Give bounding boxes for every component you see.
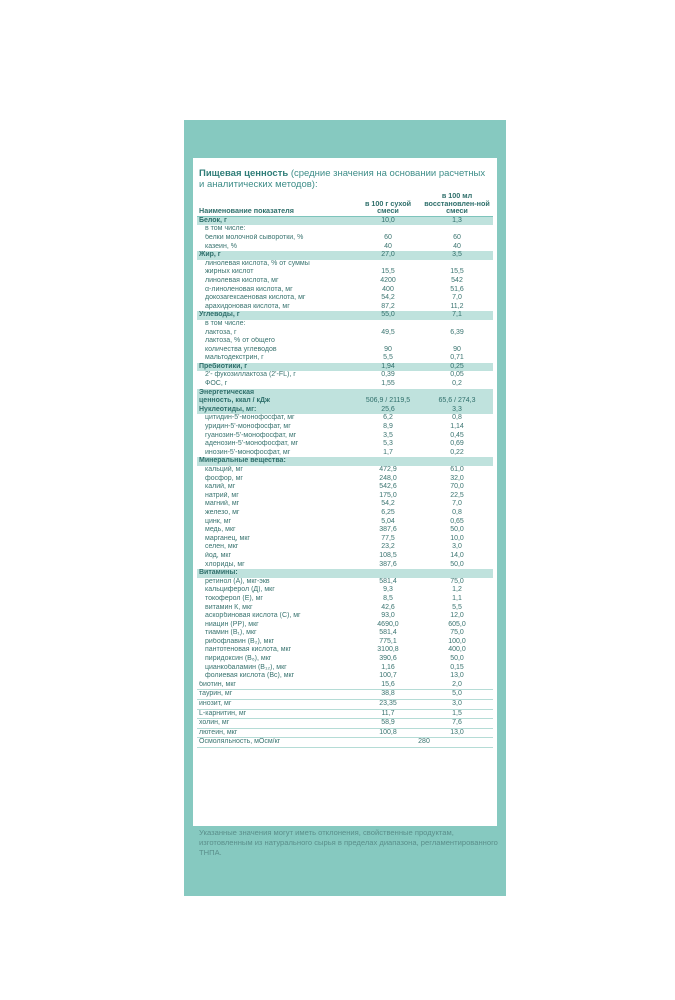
row-value-per-100ml: 50,0: [450, 526, 464, 534]
row-value-per-100g: 6,2: [383, 414, 393, 422]
row-value-per-100ml: [421, 457, 493, 466]
row-value-per-100g: 42,6: [381, 603, 395, 611]
row-value-per-100ml: [421, 260, 493, 269]
row-label: арахидоновая кислота, мг: [205, 302, 290, 310]
table-row: [197, 509, 493, 518]
row-value-per-100g: 542,6: [379, 483, 397, 491]
row-value-per-100ml: 1,3: [421, 216, 493, 225]
row-value-per-100ml: 51,6: [450, 285, 464, 293]
row-value-per-100g: 387,6: [379, 526, 397, 534]
row-value-per-100ml: 61,0: [450, 466, 464, 473]
row-value-per-100g: 6,25: [381, 508, 395, 516]
row-value-per-100g: 77,5: [381, 534, 395, 542]
row-value-per-100g: 5,3: [383, 440, 393, 448]
table-row: [197, 595, 493, 604]
row-value-per-100g: [355, 337, 421, 346]
row-label: магний, мг: [205, 500, 240, 508]
row-label: мальтодекстрин, г: [205, 354, 264, 362]
row-label: казеин, %: [205, 242, 237, 250]
nutrition-title-rest: (средние значения на основании расчетных и аналитических методов):: [199, 168, 486, 190]
row-label: лактоза, г: [205, 328, 237, 336]
row-label: марганец, мкг: [205, 534, 250, 542]
row-value-per-100g: 8,5: [383, 594, 393, 602]
row-value-per-100ml: 40: [453, 242, 461, 250]
row-value-per-100ml: 0,45: [450, 431, 464, 439]
row-value-per-100ml: 65,6 / 274,3: [421, 397, 493, 406]
table-row: [197, 346, 493, 355]
row-value-per-100ml: 7,1: [421, 311, 493, 320]
row-label: в том числе:: [205, 319, 246, 327]
row-value-per-100ml: 10,0: [450, 534, 464, 542]
row-label: Жир, г: [197, 251, 355, 260]
table-row: [197, 457, 493, 466]
row-label: Витамины:: [197, 569, 355, 578]
row-label: ФОС, г: [205, 380, 228, 388]
row-label: цитидин-5'-монофосфат, мг: [205, 414, 295, 422]
nutrition-table-body: [197, 216, 493, 747]
table-row: [197, 303, 493, 312]
row-label: Углеводы, г: [197, 311, 355, 320]
footnote: Указанные значения могут иметь отклонения, свойственные продуктам, изготовленным из натурального сырья в пределах диапазона, регламентированного ТНПА.: [199, 828, 498, 857]
row-value-per-100ml: 11,2: [450, 302, 464, 310]
row-value-per-100ml: 13,0: [421, 728, 493, 738]
row-value-per-100g: 38,8: [355, 690, 421, 700]
row-value-per-100ml: 7,6: [421, 719, 493, 729]
row-label: селен, мкг: [205, 543, 239, 551]
row-value-per-100g: 1,16: [381, 663, 395, 671]
row-label: цинк, мг: [205, 517, 232, 525]
table-row: [197, 709, 493, 719]
table-row: [197, 397, 493, 406]
row-value-per-100g: 1,7: [383, 448, 393, 456]
row-label: Белок, г: [197, 216, 355, 225]
row-value-per-100g: 90: [384, 345, 392, 353]
row-value-per-100g: 3,5: [383, 431, 393, 439]
row-value-per-100ml: 0,15: [450, 663, 464, 671]
table-row: [197, 268, 493, 277]
row-value-per-100g: 9,3: [383, 586, 393, 594]
table-row: [197, 277, 493, 286]
row-value-per-100ml: 0,65: [450, 517, 464, 525]
table-row: [197, 578, 493, 587]
row-value-per-100ml: 12,0: [450, 612, 464, 620]
row-label: Минеральные вещества:: [197, 457, 355, 466]
row-value-per-100g: 87,2: [381, 302, 395, 310]
row-value-per-100ml: 605,0: [448, 620, 466, 628]
row-value-per-100g: 108,5: [379, 551, 397, 559]
row-value-per-100g: 4200: [380, 276, 396, 284]
table-row: [197, 380, 493, 389]
table-row: [197, 664, 493, 673]
row-value-per-100ml: 0,2: [452, 380, 462, 388]
nutrition-label-panel: [193, 158, 497, 826]
row-value-per-100ml: 1,14: [450, 423, 464, 431]
row-value-per-100g: 3100,8: [377, 646, 399, 654]
table-row: [197, 389, 493, 398]
table-row: [197, 225, 493, 234]
table-row: [197, 672, 493, 681]
table-row: [197, 243, 493, 252]
row-label: ценность, ккал / кДж: [197, 397, 355, 406]
row-value-per-100g: 4690,0: [377, 620, 399, 628]
row-label: фолиевая кислота (Вс), мкг: [205, 672, 295, 680]
row-value-per-100ml: 1,2: [452, 586, 462, 594]
row-label: лактоза, % от общего: [205, 337, 275, 345]
row-value-per-100g: 93,0: [381, 612, 395, 620]
table-row: [197, 449, 493, 458]
row-value-per-100g: 248,0: [379, 474, 397, 482]
row-label: белки молочной сыворотки, %: [205, 233, 304, 241]
nutrition-table: [197, 191, 493, 748]
row-value-per-100g: [355, 389, 421, 398]
row-value-per-100ml: 7,0: [452, 294, 462, 302]
row-value-per-100g: [355, 569, 421, 578]
row-value-per-100g: 581,4: [379, 577, 397, 585]
row-label: калий, мг: [205, 483, 236, 491]
row-value-per-100ml: 15,5: [450, 268, 464, 276]
row-value-per-100g: 5,04: [381, 517, 395, 525]
row-value-per-100g: 1,55: [381, 380, 395, 388]
row-label: хлориды, мг: [205, 560, 245, 568]
table-row: [197, 216, 493, 225]
row-label: рибофлавин (В₂), мкг: [205, 637, 275, 645]
row-value-per-100ml: 100,0: [448, 637, 466, 645]
row-label: токоферол (Е), мг: [205, 594, 263, 602]
row-value-per-100g: 58,9: [355, 719, 421, 729]
row-value-per-100g: 506,9 / 2119,5: [355, 397, 421, 406]
row-label: 2'- фукозиллактоза (2'-FL), г: [205, 371, 296, 379]
row-label: количества углеводов: [205, 345, 277, 353]
row-value-per-100ml: 0,8: [452, 508, 462, 516]
row-value-per-100g: 54,2: [381, 500, 395, 508]
row-value-per-100ml: [421, 225, 493, 234]
row-value-per-100ml: 75,0: [450, 577, 464, 585]
row-label: аскорбиновая кислота (С), мг: [205, 612, 301, 620]
table-row: [197, 337, 493, 346]
row-label: Нуклеотиды, мг:: [197, 406, 355, 415]
row-value-per-100g: [355, 320, 421, 329]
row-label: линолевая кислота, мг: [205, 276, 279, 284]
table-row: [197, 371, 493, 380]
row-value-per-100ml: 70,0: [450, 483, 464, 491]
row-value-per-100ml: 22,5: [450, 491, 464, 499]
table-row: [197, 543, 493, 552]
table-row: [197, 329, 493, 338]
table-row: [197, 440, 493, 449]
header-per-100g: в 100 г сухой смеси: [355, 191, 421, 216]
row-value-per-100g: [355, 457, 421, 466]
row-label: пиридоксин (В₆), мкг: [205, 655, 272, 663]
row-value-per-100ml: 3,5: [421, 251, 493, 260]
row-value-per-100ml: 0,22: [450, 448, 464, 456]
row-label: гуанозин-5'-монофосфат, мг: [205, 431, 297, 439]
row-value-per-100ml: 6,39: [450, 328, 464, 336]
table-row: [197, 234, 493, 243]
row-label: медь, мкг: [205, 526, 236, 534]
row-value-per-100ml: 7,0: [452, 500, 462, 508]
row-value-per-100ml: 2,0: [421, 681, 493, 690]
table-row: [197, 621, 493, 630]
row-value-per-100ml: 0,71: [450, 354, 464, 362]
table-row: [197, 552, 493, 561]
row-value-per-100g: 15,5: [381, 268, 395, 276]
row-value-per-100ml: 13,0: [450, 672, 464, 680]
table-row: [197, 251, 493, 260]
row-value-merged: 280: [355, 738, 493, 748]
row-value-per-100ml: 3,0: [452, 543, 462, 551]
table-row: [197, 604, 493, 613]
row-label: инозин-5'-монофосфат, мг: [205, 448, 291, 456]
row-label: лютеин, мкг: [197, 728, 355, 738]
row-value-per-100g: 49,5: [381, 328, 395, 336]
row-value-per-100ml: [421, 320, 493, 329]
row-value-per-100ml: 90: [453, 345, 461, 353]
table-row: [197, 294, 493, 303]
row-label: линолевая кислота, % от суммы: [205, 259, 310, 267]
row-value-per-100g: 390,6: [379, 655, 397, 663]
table-row: [197, 655, 493, 664]
row-value-per-100g: 8,9: [383, 423, 393, 431]
row-value-per-100ml: 5,5: [452, 603, 462, 611]
row-value-per-100ml: [421, 337, 493, 346]
row-value-per-100g: 1,94: [355, 363, 421, 372]
row-label: жирных кислот: [205, 268, 254, 276]
row-label: цианкобаламин (В₁₂), мкг: [205, 663, 287, 671]
row-label: L-карнитин, мг: [197, 709, 355, 719]
row-label: инозит, мг: [197, 700, 355, 710]
table-row: [197, 612, 493, 621]
table-row: [197, 629, 493, 638]
row-label: аденозин-5'-монофосфат, мг: [205, 440, 299, 448]
row-label: таурин, мг: [197, 690, 355, 700]
row-label: кальциферол (Д), мкг: [205, 586, 275, 594]
row-value-per-100g: 175,0: [379, 491, 397, 499]
row-value-per-100g: 15,6: [355, 681, 421, 690]
row-value-per-100g: 27,0: [355, 251, 421, 260]
row-value-per-100ml: 50,0: [450, 560, 464, 568]
table-row: [197, 432, 493, 441]
row-value-per-100ml: 0,05: [450, 371, 464, 379]
row-label: уридин-5'-монофосфат, мг: [205, 423, 291, 431]
row-value-per-100g: 60: [384, 233, 392, 241]
row-value-per-100g: 775,1: [379, 637, 397, 645]
row-value-per-100g: 100,7: [379, 672, 397, 680]
row-label: витамин К, мкг: [205, 603, 253, 611]
table-row: [197, 719, 493, 729]
row-value-per-100ml: 50,0: [450, 655, 464, 663]
table-row: [197, 354, 493, 363]
row-label: натрий, мг: [205, 491, 239, 499]
row-label: Пребиотики, г: [197, 363, 355, 372]
row-value-per-100ml: 0,8: [452, 414, 462, 422]
table-row: [197, 406, 493, 415]
table-row: [197, 492, 493, 501]
table-row: [197, 466, 493, 475]
row-value-per-100ml: 60: [453, 233, 461, 241]
row-value-per-100ml: 1,5: [421, 709, 493, 719]
row-value-per-100ml: 5,0: [421, 690, 493, 700]
header-indicator: Наименование показателя: [197, 191, 355, 216]
table-row: [197, 475, 493, 484]
table-row: [197, 738, 493, 748]
row-value-per-100ml: 3,3: [421, 406, 493, 415]
table-row: [197, 646, 493, 655]
row-label: пантотеновая кислота, мкг: [205, 646, 292, 654]
nutrition-title: [199, 168, 491, 190]
nutrition-title-bold: Пищевая ценность: [199, 168, 289, 179]
row-value-per-100g: 10,0: [355, 216, 421, 225]
table-row: [197, 320, 493, 329]
row-label: холин, мг: [197, 719, 355, 729]
table-row: [197, 526, 493, 535]
row-label: Энергетическая: [197, 389, 355, 398]
row-value-per-100ml: 0,69: [450, 440, 464, 448]
row-label: биотин, мкг: [197, 681, 355, 690]
row-value-per-100g: 11,7: [355, 709, 421, 719]
row-value-per-100g: 472,9: [379, 466, 397, 473]
row-value-per-100g: 25,6: [355, 406, 421, 415]
row-value-per-100g: 54,2: [381, 294, 395, 302]
row-value-per-100ml: 1,1: [452, 594, 462, 602]
row-value-per-100ml: 14,0: [450, 551, 464, 559]
row-value-per-100g: 23,35: [355, 700, 421, 710]
table-row: [197, 286, 493, 295]
row-value-per-100g: 100,8: [355, 728, 421, 738]
table-row: [197, 586, 493, 595]
table-row: [197, 638, 493, 647]
table-row: [197, 535, 493, 544]
row-value-per-100g: 581,4: [379, 629, 397, 637]
row-label: ретинол (А), мкг-экв: [205, 577, 270, 585]
row-label: железо, мг: [205, 508, 240, 516]
table-row: [197, 311, 493, 320]
row-value-per-100g: [355, 260, 421, 269]
table-row: [197, 681, 493, 690]
row-label: ниацин (РР), мкг: [205, 620, 259, 628]
row-value-per-100g: 0,39: [381, 371, 395, 379]
row-label: кальций, мг: [205, 466, 243, 473]
row-label: Осмоляльность, мОсм/кг: [197, 738, 355, 748]
table-row: [197, 569, 493, 578]
row-label: йод, мкг: [205, 551, 232, 559]
table-row: [197, 500, 493, 509]
row-value-per-100g: 55,0: [355, 311, 421, 320]
header-per-100ml: в 100 мл восстановлен-ной смеси: [421, 191, 493, 216]
row-label: α-линоленовая кислота, мг: [205, 285, 293, 293]
table-row: [197, 363, 493, 372]
row-value-per-100g: 40: [384, 242, 392, 250]
row-value-per-100g: 23,2: [381, 543, 395, 551]
table-row: [197, 414, 493, 423]
row-value-per-100ml: 32,0: [450, 474, 464, 482]
row-label: фосфор, мг: [205, 474, 243, 482]
table-row: [197, 728, 493, 738]
table-row: [197, 423, 493, 432]
row-value-per-100ml: 0,25: [421, 363, 493, 372]
row-value-per-100ml: 400,0: [448, 646, 466, 654]
table-row: [197, 260, 493, 269]
row-label: докозагексаеновая кислота, мг: [205, 294, 306, 302]
row-value-per-100g: 400: [382, 285, 394, 293]
row-label: в том числе:: [205, 225, 246, 233]
table-row: [197, 483, 493, 492]
row-value-per-100g: 387,6: [379, 560, 397, 568]
row-value-per-100ml: [421, 569, 493, 578]
row-label: тиамин (В₁), мкг: [205, 629, 257, 637]
table-row: [197, 518, 493, 527]
row-value-per-100ml: [421, 389, 493, 398]
row-value-per-100ml: 3,0: [421, 700, 493, 710]
row-value-per-100g: [355, 225, 421, 234]
table-row: [197, 561, 493, 570]
row-value-per-100ml: 542: [451, 276, 463, 284]
row-value-per-100ml: 75,0: [450, 629, 464, 637]
row-value-per-100g: 5,5: [383, 354, 393, 362]
table-row: [197, 700, 493, 710]
table-row: [197, 690, 493, 700]
nutrition-table-header: [197, 191, 493, 216]
